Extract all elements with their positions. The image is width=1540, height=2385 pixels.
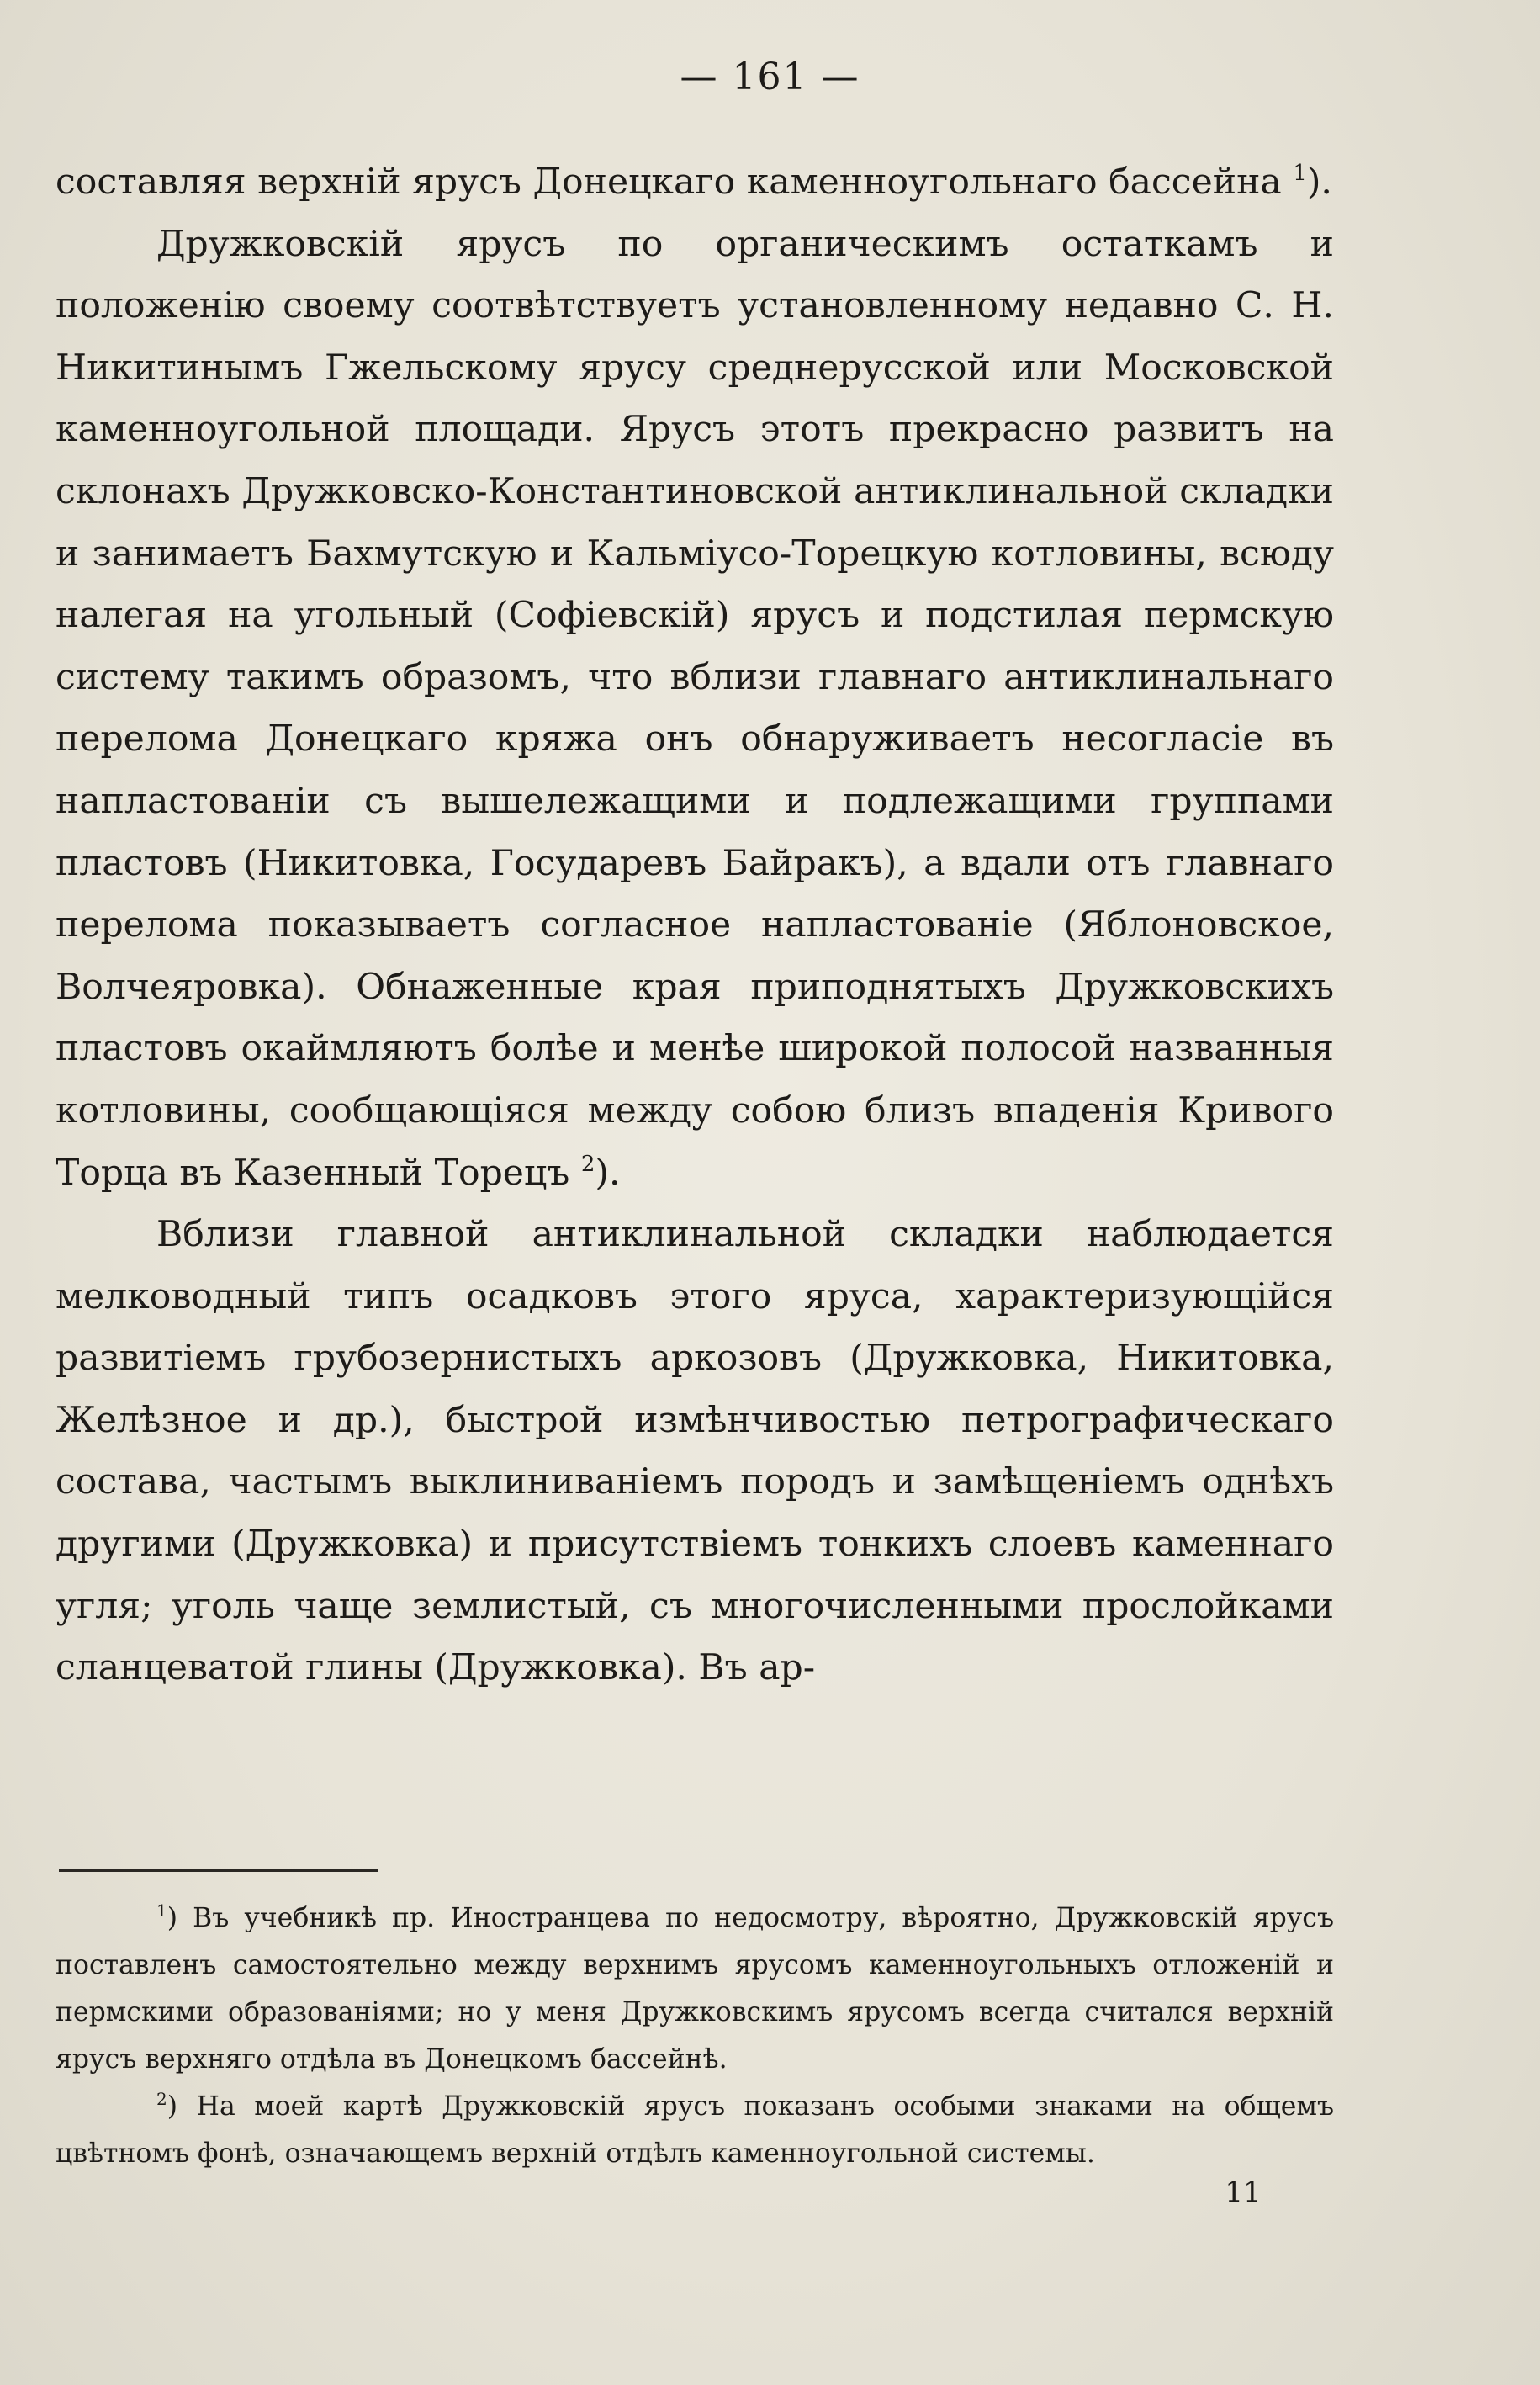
paragraph-1 (56, 151, 1334, 214)
footnote-2-marker: 2 (156, 2089, 167, 2109)
paragraph-1-text: составляя верхній ярусъ Донецкаго каменноугольнаго бассейна (56, 162, 1282, 203)
paragraph-2-tail: ). (595, 1152, 621, 1194)
footnote-1-text: ) Въ учебникѣ пр. Иностранцева по недосмотру, вѣроятно, Дружковскій ярусъ поставленъ самостоятельно между верхнимъ ярусомъ каменноугольныхъ отложеній и пермскими образованіями; но у меня Дружковскимъ ярусомъ всегда считался верхній ярусъ верхняго отдѣла въ Донецкомъ бассейнѣ. (56, 1903, 1334, 2075)
page-number: — 161 — (680, 56, 860, 98)
paragraph-3-text: Вблизи главной антиклинальной складки наблюдается мелководный типъ осадковъ этого яруса, характеризующійся развитіемъ грубозернистыхъ аркозовъ (Дружковка, Никитовка, Желѣзное и др.), быстрой измѣнчивостью петрографическаго состава, частымъ выклиниваніемъ породъ и замѣщеніемъ однѣхъ другими (Дружковка) и присутствіемъ тонкихъ слоевъ каменнаго угля; уголь чаще землистый, съ многочисленными прослойками сланцеватой глины (Дружковка). Въ ар- (56, 1214, 1334, 1689)
footnote-divider (59, 1869, 378, 1872)
paragraph-2-text: Дружковскій ярусъ по органическимъ остаткамъ и положенію своему соотвѣтствуетъ установленному недавно С. Н. Никитинымъ Гжельскому ярусу среднерусской или Московской каменноугольной площади. Ярусъ этотъ прекрасно развитъ на склонахъ Дружковско-Константиновской антиклинальной складки и занимаетъ Бахмутскую и Кальміусо-Торецкую котловины, всюду налегая на угольный (Софіевскій) ярусъ и подстилая пермскую систему такимъ образомъ, что вблизи главнаго антиклинальнаго перелома Донецкаго кряжа онъ обнаруживаетъ несогласіе въ напластованіи съ вышележащими и подлежащими группами пластовъ (Никитовка, Государевъ Байракъ), а вдали отъ главнаго перелома показываетъ согласное напластованіе (Яблоновское, Волчеяровка). Обнаженные края приподнятыхъ Дружковскихъ пластовъ окаймляютъ болѣе и менѣе широкой полосой названныя котловины, сообщающіяся между собою близъ впаденія Кривого Торца въ Казенный Торецъ (56, 223, 1334, 1194)
main-text (56, 151, 1334, 1699)
footnote-1-marker: 1 (156, 1900, 167, 1921)
paragraph-3 (56, 1204, 1334, 1699)
signature-mark: 11 (1225, 2176, 1262, 2209)
footnote-1 (56, 1895, 1334, 2083)
footnote-2 (56, 2083, 1334, 2177)
footnote-ref-2[interactable]: 2 (580, 1151, 595, 1177)
paragraph-2 (56, 214, 1334, 1205)
footnote-ref-1[interactable]: 1 (1293, 161, 1307, 186)
paragraph-1-tail: ). (1306, 162, 1332, 203)
footnote-2-text: ) На моей картѣ Дружковскій ярусъ показанъ особыми знаками на общемъ цвѣтномъ фонѣ, означающемъ верхній отдѣлъ каменноугольной системы. (56, 2091, 1334, 2169)
footnotes (56, 1895, 1334, 2177)
